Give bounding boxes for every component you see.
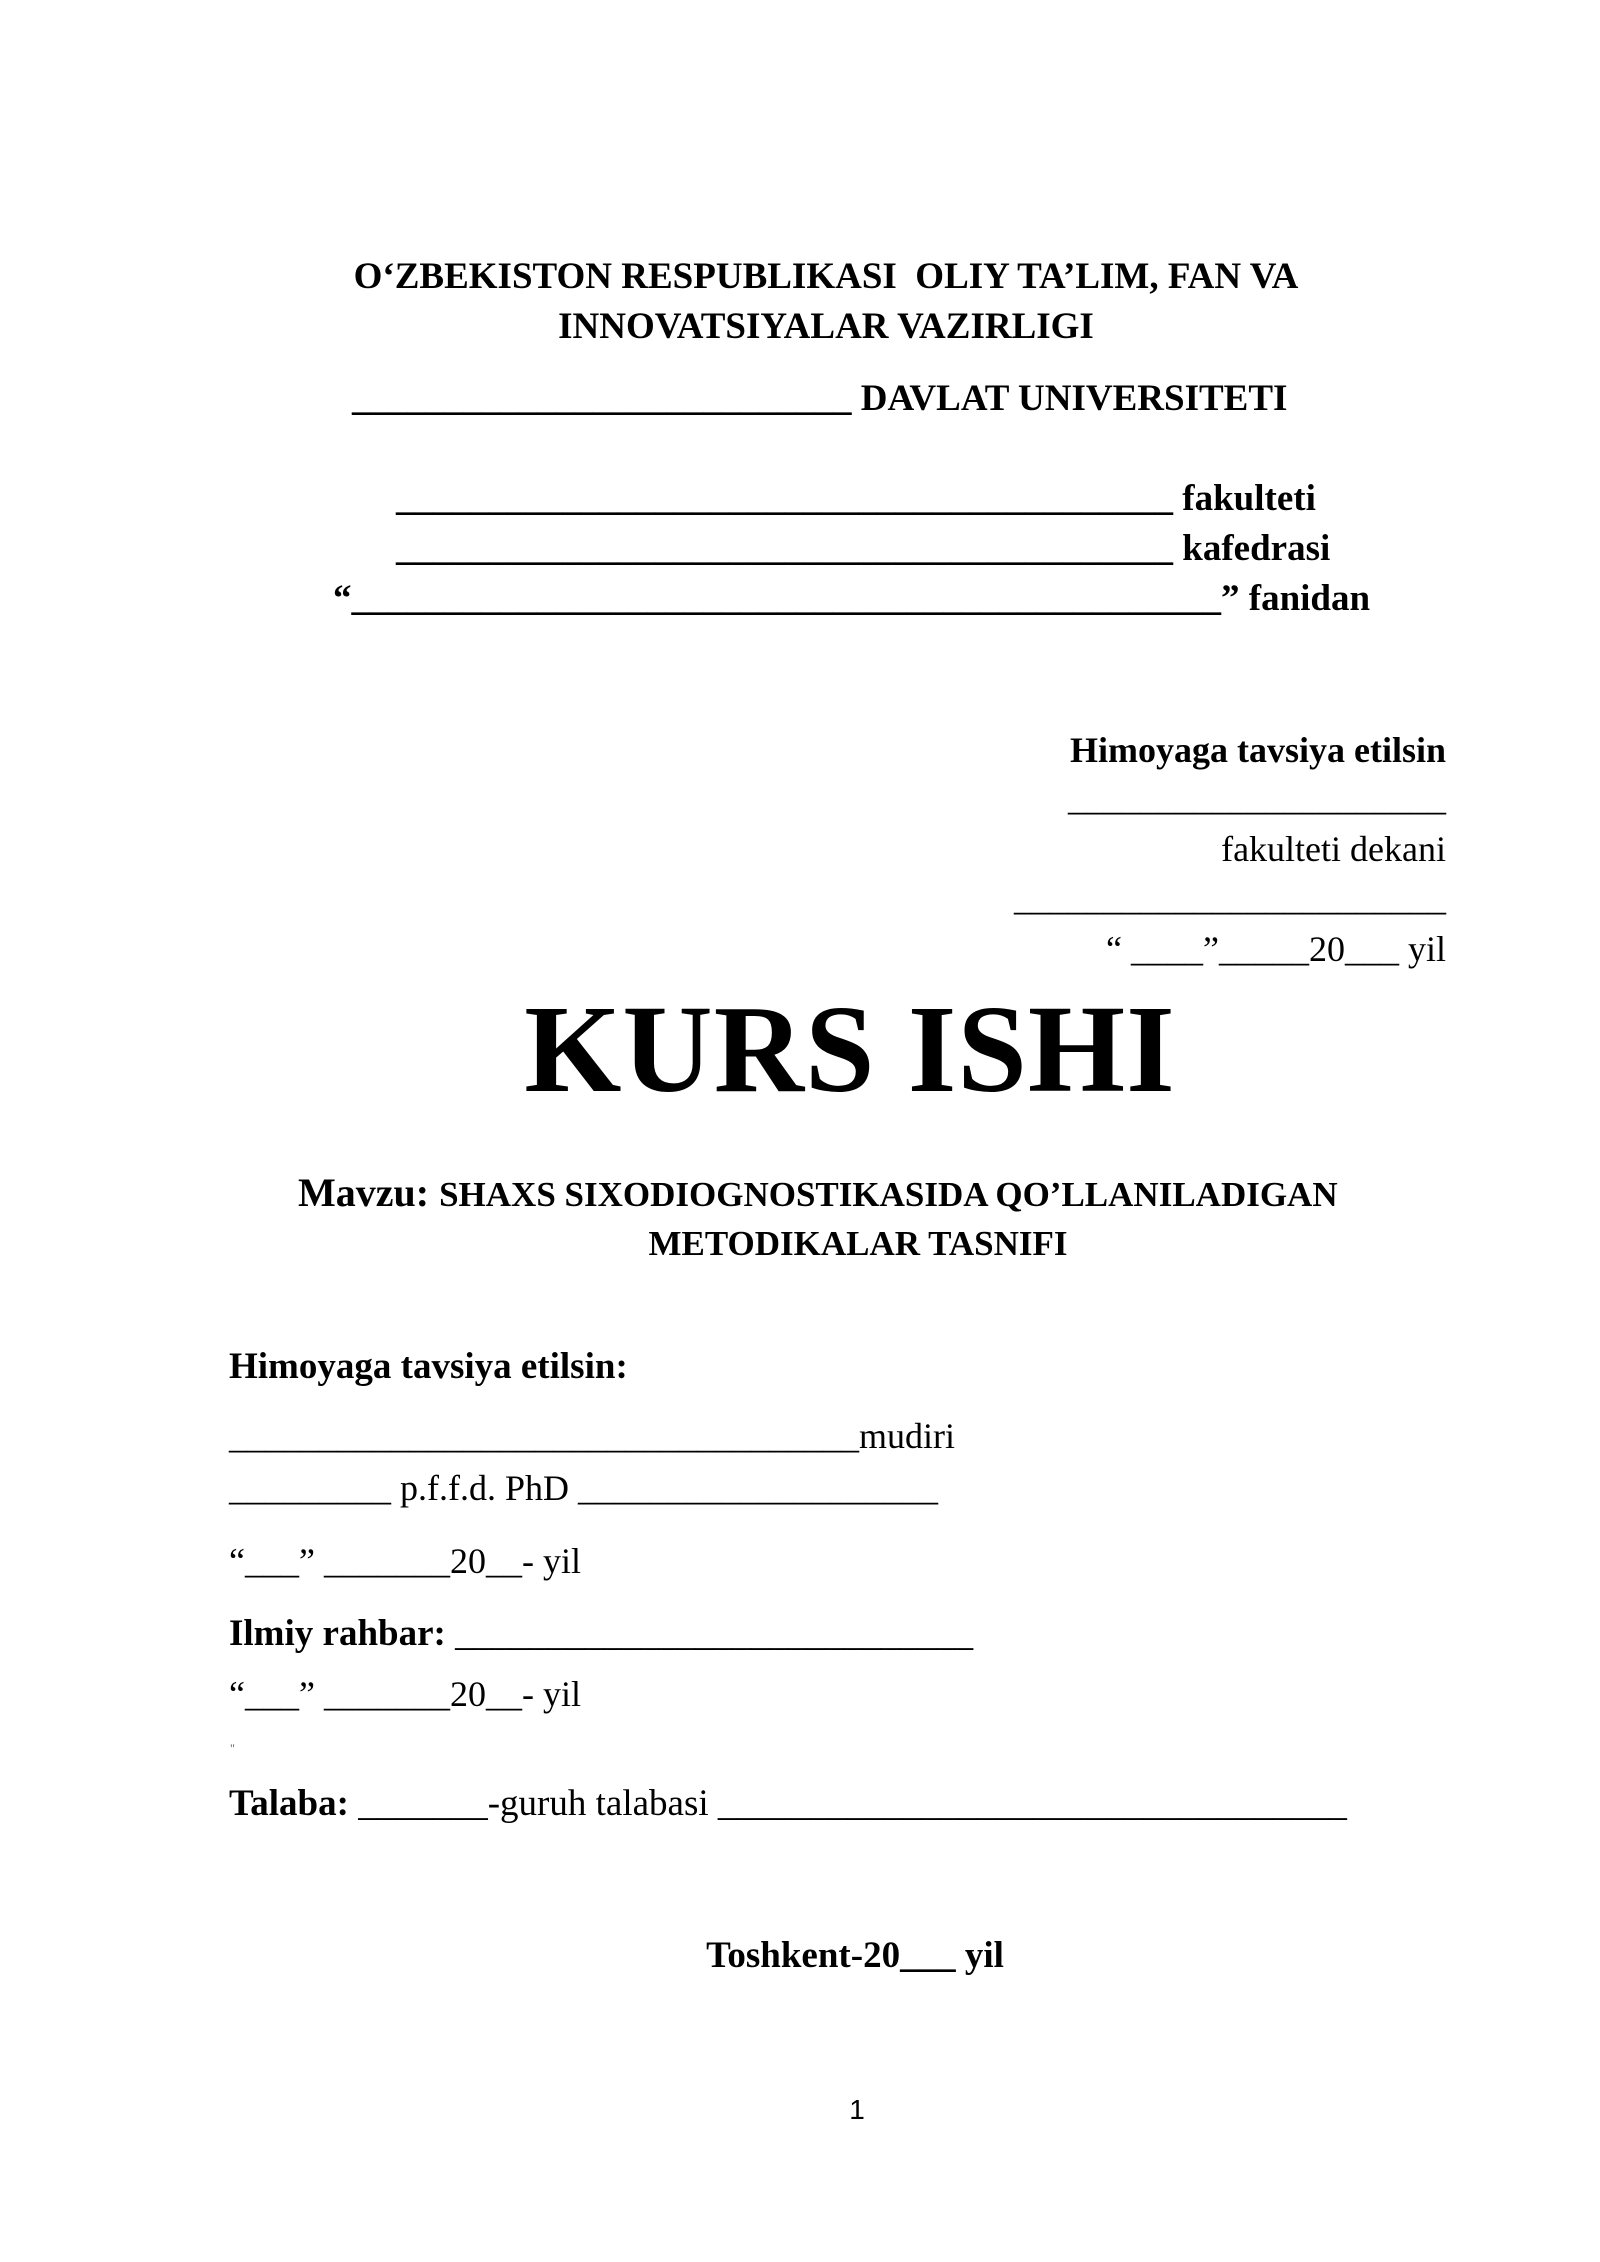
topic-line-1	[298, 1170, 1338, 1215]
supervisor-field	[229, 1615, 973, 1652]
dean-label: fakulteti dekani	[1221, 829, 1446, 869]
dean-signature-line: _____________________	[1068, 778, 1446, 818]
dean-approval-title: Himoyaga tavsiya etilsin	[1070, 730, 1446, 770]
department-field: __________________________________________ kafedrasi	[396, 528, 1331, 569]
supervisor-line: ____________________________	[445, 1613, 974, 1654]
supervisor-label: Ilmiy rahbar:	[229, 1613, 446, 1654]
ministry-heading-line-2: INNOVATSIYALAR VAZIRLIGI	[558, 306, 1094, 347]
city-year: Toshkent-20___ yil	[706, 1935, 1004, 1976]
department-head-degree-line: _________ p.f.f.d. PhD ____________________	[229, 1468, 938, 1508]
faculty-field: __________________________________________ fakulteti	[396, 478, 1316, 519]
dean-approval-date: “ ____”_____20___ yil	[1106, 929, 1446, 969]
topic-text-line-2: METODIKALAR TASNIFI	[648, 1224, 1068, 1263]
department-head-line: ___________________________________mudiri	[229, 1416, 955, 1456]
department-approval-date: “___” _______20__- yil	[229, 1541, 581, 1581]
student-field	[229, 1785, 1347, 1822]
subject-field: “_______________________________________________” fanidan	[333, 578, 1371, 619]
ministry-heading-line-1: O‘ZBEKISTON RESPUBLIKASI OLIY TA’LIM, FAN VA	[353, 256, 1299, 297]
stray-mark: "	[230, 1741, 235, 1755]
document-title: KURS ISHI	[524, 981, 1176, 1119]
student-group-line: _______-guruh talabasi __________________________________	[348, 1783, 1347, 1824]
university-name-field: ___________________________ DAVLAT UNIVERSITETI	[352, 378, 1288, 419]
topic-label: Mavzu:	[298, 1170, 440, 1215]
supervisor-date: “___” _______20__- yil	[229, 1674, 581, 1714]
student-label: Talaba:	[229, 1783, 349, 1824]
page-number: 1	[849, 2094, 865, 2125]
department-approval-title: Himoyaga tavsiya etilsin:	[229, 1346, 628, 1387]
topic-text-line-1: SHAXS SIXODIOGNOSTIKASIDA QO’LLANILADIGAN	[439, 1175, 1338, 1214]
dean-name-line: ________________________	[1014, 878, 1446, 918]
